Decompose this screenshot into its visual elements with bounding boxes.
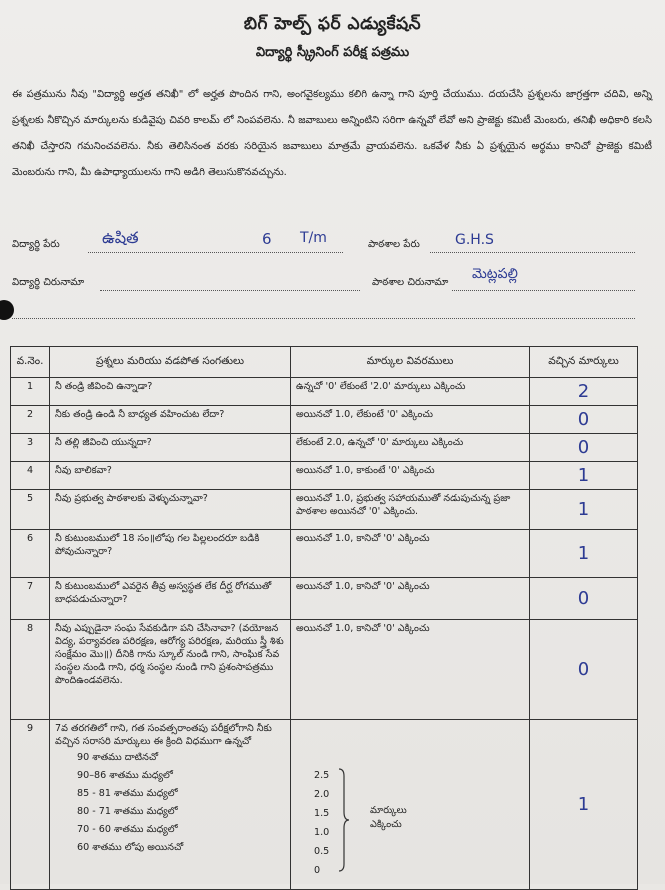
- student-address-line[interactable]: [100, 290, 360, 291]
- row-number: 8: [11, 620, 50, 720]
- row-number: 4: [11, 462, 50, 490]
- row-question-grade: [50, 720, 291, 890]
- header-obtained-marks: వచ్చిన మార్కులు: [530, 347, 638, 378]
- row-number: 5: [11, 490, 50, 530]
- punch-hole: [0, 300, 14, 320]
- row-score[interactable]: 0: [530, 620, 638, 720]
- header-question: ప్రశ్నలు మరియు వడపోత సంగతులు: [50, 347, 291, 378]
- student-name-line[interactable]: [88, 252, 343, 253]
- table-row: [11, 620, 638, 720]
- table-header-row: [11, 347, 638, 378]
- row-question: నీ కుటుంబములో ఎవరైన తీవ్ర అస్వస్థత లేక దీర్ఘ రోగముతో బాధపడుచున్నారా?: [50, 578, 291, 620]
- row-marks: అయినచో 1.0, కానిచో '0' ఎక్కించు: [291, 530, 530, 578]
- grade-range-item: 85 - 81 శాతము మధ్యలో: [77, 788, 178, 799]
- row-number: 3: [11, 434, 50, 462]
- grade-ranges-list: [55, 749, 285, 857]
- school-address-label: పాఠశాల చిరునామా: [372, 277, 449, 288]
- row-score[interactable]: 0: [530, 578, 638, 620]
- row-marks: అయినచో 1.0, కానిచో '0' ఎక్కించు: [291, 620, 530, 720]
- grade-range-item: 90–86 శాతము మధ్యలో: [77, 770, 173, 781]
- student-address-label: విద్యార్థి చిరునామా: [12, 277, 85, 288]
- table-row: [11, 378, 638, 406]
- row-number: 2: [11, 406, 50, 434]
- row-marks: అయినచో 1.0, ప్రభుత్వ సహాయముతో నడుపుచున్న ప్రజా పాఠశాల అయినచో '0' ఎక్కించు.: [291, 490, 530, 530]
- table-row: [11, 462, 638, 490]
- header-marks-details: మార్కుల వివరములు: [291, 347, 530, 378]
- grade-score-item: 0.5: [314, 846, 330, 857]
- grade-range-item: 80 - 71 శాతము మధ్యలో: [77, 806, 178, 817]
- class-value: 6: [262, 230, 272, 248]
- table-row: [11, 530, 638, 578]
- school-name-label: పాఠశాల పేరు: [368, 239, 420, 250]
- organization-title: బిగ్ హెల్ప్ ఫర్ ఎడ్యుకేషన్: [243, 14, 422, 34]
- instructions-paragraph: ఈ పత్రమును నీవు "విద్యార్థి అర్హత తనిఖీ" లో అర్హత పొందిన గాని, అంగవైకల్యము కలిగి ఉన్నా గాని పూర్తి చేయుము. దయచేసి ప్రశ్నలను జాగ్రత్తగా చదివి, అన్ని ప్రశ్నలకు నీకొచ్చిన మార్కులను కుడివైపు చివరి కాలమ్ లో నింపవలెను. నీ జవాబులు అన్నింటిని సరిగా ఉన్నవో లేవో అని ప్రాజెక్టు కమిటీ మెంబరు, తనిఖీ అధికారి కలసి తనిఖీ చేస్తారని గమనించవలెను. నీకు తెలిసినంత వరకు సరియైన జవాబులు మాత్రమే వ్రాయవలెను. ఒకవేళ నీకు ఏ ప్రశ్నయైన అర్థము కానిచో ప్రాజెక్టు కమిటీ మెంబరును గాని, మీ ఉపాధ్యాయులను గాని అడిగి తెలుసుకొనవచ్చును.: [12, 89, 652, 178]
- header-serial: వ.నెం.: [11, 347, 50, 378]
- grade-score-item: 2.5: [314, 770, 330, 781]
- grade-marks-label-line1: మార్కులు: [370, 805, 407, 816]
- row-score[interactable]: 1: [530, 530, 638, 578]
- row-marks: లేకుంటే 2.0, ఉన్నచో '0' మార్కులు ఎక్కించు: [291, 434, 530, 462]
- class-medium-value: T/m: [300, 230, 327, 246]
- extra-address-line[interactable]: [12, 318, 635, 319]
- form-subtitle: విద్యార్థి స్క్రీనింగ్ పరీక్ష పత్రము: [255, 45, 410, 60]
- grade-range-item: 90 శాతము దాటినచో: [77, 752, 159, 763]
- student-name-value: ఉషిత: [102, 228, 139, 247]
- row-score[interactable]: 1: [530, 720, 638, 890]
- row-number: 1: [11, 378, 50, 406]
- grade-scores-list: [314, 766, 329, 880]
- table-row: [11, 434, 638, 462]
- school-address-value: మెట్లపల్లి: [472, 266, 518, 282]
- grade-range-item: 70 - 60 శాతము మధ్యలో: [77, 824, 178, 835]
- row-number: 6: [11, 530, 50, 578]
- row-score[interactable]: 2: [530, 378, 638, 406]
- row-question: నీకు తండ్రి ఉండి నీ బాధ్యత వహించుట లేదా?: [50, 406, 291, 434]
- row-number: 7: [11, 578, 50, 620]
- row-score[interactable]: 1: [530, 490, 638, 530]
- table-row: [11, 490, 638, 530]
- school-name-value: G.H.S: [455, 232, 494, 248]
- grade-score-item: 1.5: [314, 808, 330, 819]
- school-address-line[interactable]: [452, 290, 635, 291]
- row-marks: ఉన్నచో '0' లేకుంటే '2.0' మార్కులు ఎక్కించు: [291, 378, 530, 406]
- student-name-label: విద్యార్థి పేరు: [12, 239, 60, 250]
- row-question: నీ తల్లి జీవించి యున్నదా?: [50, 434, 291, 462]
- row-score[interactable]: 0: [530, 434, 638, 462]
- row-question: నీవు బాలికవా?: [50, 462, 291, 490]
- grade-range-item: 60 శాతము లోపు అయినచో: [77, 842, 184, 853]
- row-number: 9: [11, 720, 50, 890]
- row-score[interactable]: 1: [530, 462, 638, 490]
- row-question: నీ కుటుంబములో 18 సం॥లోపు గల పిల్లలందరూ బడికి పోవుచున్నారా?: [50, 530, 291, 578]
- row-question: నీవు ప్రభుత్వ పాఠశాలకు వెళ్ళుచున్నావా?: [50, 490, 291, 530]
- grade-marks-label-line2: ఎక్కించు: [370, 819, 402, 830]
- row-question: నీ తండ్రి జీవించి ఉన్నాడా?: [50, 378, 291, 406]
- grade-score-item: 2.0: [314, 789, 330, 800]
- school-name-line[interactable]: [430, 252, 635, 253]
- row-marks: అయినచో 1.0, కాకుంటే '0' ఎక్కించు: [291, 462, 530, 490]
- row-marks: అయినచో 1.0, కానిచో '0' ఎక్కించు: [291, 578, 530, 620]
- grade-marks-label: [370, 804, 407, 832]
- row-question: 7వ తరగతిలో గాని, గత సంవత్సరాంతపు పరీక్షలోగాని నీకు వచ్చిన సరాసరి మార్కులు ఈ క్రింది విధముగా ఉన్నచో: [55, 723, 272, 747]
- grade-score-item: 0: [314, 865, 321, 876]
- row-score[interactable]: 0: [530, 406, 638, 434]
- table-row: [11, 578, 638, 620]
- row-marks: అయినచో 1.0, లేకుంటే '0' ఎక్కించు: [291, 406, 530, 434]
- table-row: [11, 406, 638, 434]
- curly-brace-icon: [338, 768, 350, 872]
- row-question: నీవు ఎప్పుడైనా సంఘ సేవకుడిగా పని చేసినావా? (వయోజన విద్య, పర్యావరణ పరిరక్షణ, ఆరోగ్య పరిరక్షణ, మరియు స్త్రీ శిశు సంక్షేమం మొ॥) దీనికి గాను స్కూల్ నుండి గాని, సాంఘిక సేవ సంస్థల నుండి గాని, ధర్మ సంస్థల నుండి గాని ప్రశంసాపత్రము పొందిఉండవలెను.: [50, 620, 291, 720]
- grade-score-item: 1.0: [314, 827, 330, 838]
